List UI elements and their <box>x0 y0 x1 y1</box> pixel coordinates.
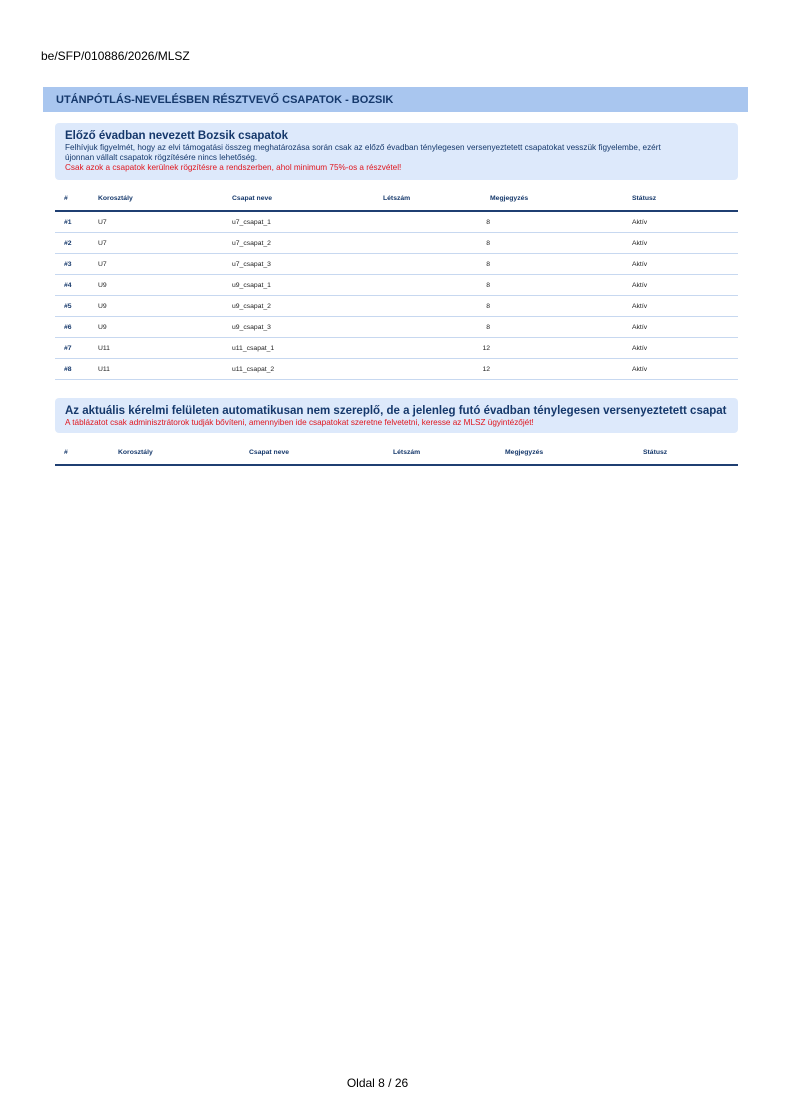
row-number: #5 <box>55 296 98 317</box>
note-cell <box>490 338 632 359</box>
current-teams-table <box>55 441 738 466</box>
table-row <box>55 254 738 275</box>
team-name-cell: u9_csapat_3 <box>232 317 383 338</box>
previous-teams-description-line-1: Felhívjuk figyelmét, hogy az elvi támogatási összeg meghatározása során csak az előző évadban ténylegesen versenyeztetett csapatokat vesszük figyelembe, ezért <box>65 143 661 152</box>
table-header-row <box>55 187 738 211</box>
column-header-headcount: Létszám <box>383 187 490 211</box>
table-row <box>55 296 738 317</box>
current-teams-title: Az aktuális kérelmi felületen automatikusan nem szereplő, de a jelenleg futó évadban ténylegesen versenyeztetett csapat <box>65 405 727 417</box>
row-number: #8 <box>55 359 98 380</box>
note-cell <box>490 275 632 296</box>
column-header-age-group: Korosztály <box>118 441 249 465</box>
note-cell <box>490 211 632 233</box>
row-number: #7 <box>55 338 98 359</box>
column-header-team-name: Csapat neve <box>232 187 383 211</box>
headcount-cell: 8 <box>383 275 490 296</box>
previous-teams-info-box <box>55 123 738 180</box>
status-cell: Aktív <box>632 317 738 338</box>
current-teams-warning: A táblázatot csak adminisztrátorok tudják bővíteni, amennyiben ide csapatokat szeretne felvetetni, keresse az MLSZ ügyintézőjét! <box>65 418 534 427</box>
status-cell: Aktív <box>632 233 738 254</box>
current-teams-info-box <box>55 398 738 433</box>
status-cell: Aktív <box>632 211 738 233</box>
team-name-cell: u9_csapat_1 <box>232 275 383 296</box>
age-group-cell: U7 <box>98 254 232 275</box>
column-header-age-group: Korosztály <box>98 187 232 211</box>
column-header-status: Státusz <box>632 187 738 211</box>
column-header-team-name: Csapat neve <box>249 441 393 465</box>
table-row <box>55 233 738 254</box>
headcount-cell: 8 <box>383 317 490 338</box>
column-header-status: Státusz <box>643 441 738 465</box>
age-group-cell: U11 <box>98 359 232 380</box>
age-group-cell: U9 <box>98 317 232 338</box>
table-row <box>55 211 738 233</box>
row-number: #2 <box>55 233 98 254</box>
note-cell <box>490 359 632 380</box>
column-header-note: Megjegyzés <box>505 441 643 465</box>
column-header-number: # <box>55 187 98 211</box>
table-header-row <box>55 441 738 465</box>
status-cell: Aktív <box>632 338 738 359</box>
previous-teams-title: Előző évadban nevezett Bozsik csapatok <box>65 130 289 142</box>
note-cell <box>490 233 632 254</box>
row-number: #4 <box>55 275 98 296</box>
age-group-cell: U9 <box>98 296 232 317</box>
headcount-cell: 8 <box>383 233 490 254</box>
table-row <box>55 317 738 338</box>
table-row <box>55 275 738 296</box>
table-row <box>55 359 738 380</box>
status-cell: Aktív <box>632 275 738 296</box>
row-number: #1 <box>55 211 98 233</box>
team-name-cell: u9_csapat_2 <box>232 296 383 317</box>
age-group-cell: U7 <box>98 211 232 233</box>
note-cell <box>490 254 632 275</box>
note-cell <box>490 317 632 338</box>
headcount-cell: 8 <box>383 296 490 317</box>
age-group-cell: U7 <box>98 233 232 254</box>
team-name-cell: u7_csapat_3 <box>232 254 383 275</box>
document-id: be/SFP/010886/2026/MLSZ <box>41 49 190 63</box>
column-header-headcount: Létszám <box>393 441 505 465</box>
table-row <box>55 338 738 359</box>
row-number: #3 <box>55 254 98 275</box>
column-header-note: Megjegyzés <box>490 187 632 211</box>
previous-teams-table <box>55 187 738 380</box>
page-number: Oldal 8 / 26 <box>346 1076 409 1090</box>
team-name-cell: u11_csapat_1 <box>232 338 383 359</box>
team-name-cell: u7_csapat_1 <box>232 211 383 233</box>
previous-teams-warning: Csak azok a csapatok kerülnek rögzítésre a rendszerben, ahol minimum 75%-os a részvétel! <box>65 163 402 172</box>
section-title: UTÁNPÓTLÁS-NEVELÉSBEN RÉSZTVEVŐ CSAPATOK - BOZSIK <box>43 87 748 112</box>
team-name-cell: u11_csapat_2 <box>232 359 383 380</box>
status-cell: Aktív <box>632 359 738 380</box>
age-group-cell: U9 <box>98 275 232 296</box>
status-cell: Aktív <box>632 254 738 275</box>
previous-teams-description-line-2: újonnan vállalt csapatok rögzítésére nincs lehetőség. <box>65 153 258 162</box>
headcount-cell: 12 <box>383 359 490 380</box>
age-group-cell: U11 <box>98 338 232 359</box>
column-header-number: # <box>55 441 118 465</box>
note-cell <box>490 296 632 317</box>
headcount-cell: 12 <box>383 338 490 359</box>
team-name-cell: u7_csapat_2 <box>232 233 383 254</box>
headcount-cell: 8 <box>383 211 490 233</box>
headcount-cell: 8 <box>383 254 490 275</box>
row-number: #6 <box>55 317 98 338</box>
status-cell: Aktív <box>632 296 738 317</box>
